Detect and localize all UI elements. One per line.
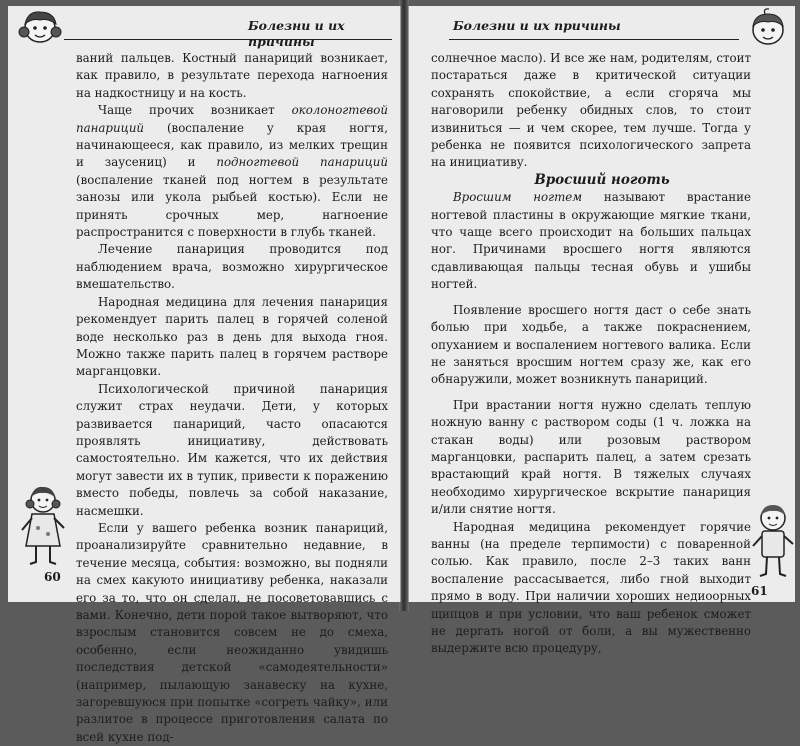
- body-paragraph: [431, 50, 751, 172]
- girl-mascot-footer-icon: [18, 484, 68, 570]
- left-page-body: [76, 50, 388, 746]
- body-paragraph: [76, 50, 388, 102]
- running-head: Болезни и их причины: [248, 18, 345, 49]
- paragraph-text: Народная медицина рекомендует горячие ванны (на пределе терпимости) с поваренной солью. Как правило, после 2–3 таких ванн воспаление рассасывается, либо гной выходит прямо в воду. При наличии хороших недиоорных щипцов и при условии, что ваш ребенок сможет не дергать ногой от боли, а вы мужественно выдержите всю процедуру,: [431, 519, 751, 656]
- running-head: Болезни и их причины: [453, 18, 621, 33]
- body-paragraph: [76, 520, 388, 746]
- paragraph-text: Появление вросшего ногтя даст о себе знать болью при ходьбе, а также покраснением, опуханием и воспалением ногтевого валика. Если не заняться вросшим ногтем сразу же, как его обнаружили, может возникнуть панариций.: [431, 302, 751, 387]
- body-paragraph: [76, 381, 388, 520]
- emphasized-term: околоногтевой панариций: [76, 103, 388, 135]
- body-paragraph: [76, 241, 388, 293]
- emphasized-term: Вросшим ногтем: [453, 190, 583, 205]
- header-rule: [449, 39, 739, 40]
- right-page-body: [431, 50, 751, 658]
- header-rule: [64, 39, 392, 40]
- paragraph-text: ваний пальцев. Костный панариций возникает, как правило, в результате перехода нагноения на надкостницу и на кость.: [76, 51, 388, 100]
- section-subheading: Вросший ноготь: [534, 171, 670, 188]
- paragraph-text: При врастании ногтя нужно сделать теплую ножную ванну с раствором соды (1 ч. ложка на стакан воды) или розовым раствором марганцовки, распарить палец, а затем срезать врастающий край ногтя. В тяжелых случаях необходимо хирургическое вскрытие панариция и/или снятие ногтя.: [431, 397, 751, 517]
- paragraph-text: Если у вашего ребенка возник панариций, проанализируйте сравнительно недавние, в течение месяца, события: возможно, вы подняли на смех какуюто инициативу ребенка, наказали его за то, что он сделал, не посоветовавшись с вами. Конечно, дети порой такое вытворяют, что взрослым становится совсем не до смеха, особенно, если неожиданно увидишь последствия детской «самодеятельности» (например, пылающую занавеску на кухне, загоревшуюся при попытке «согреть чайку», или разлитое в процессе приготовления салата по всей кухне под-: [76, 520, 388, 744]
- body-paragraph: [76, 102, 388, 241]
- girl-mascot-header-icon: [18, 8, 66, 50]
- page-number: 60: [44, 570, 61, 584]
- body-paragraph: [431, 302, 751, 389]
- boy-mascot-footer-icon: [751, 502, 795, 582]
- body-paragraph: [76, 294, 388, 381]
- paragraph-text: солнечное масло). И все же нам, родителям, стоит постараться даже в критической ситуации сохранять спокойствие, а если сгоряча мы наговорили ребенку обидных слов, то стоит извиниться — и чем скорее, тем лучше. Тогда у ребенка не появится психологического запрета на инициативу.: [431, 51, 751, 170]
- body-paragraph: [431, 397, 751, 519]
- right-page: [408, 6, 795, 656]
- paragraph-text: называют врастание ногтевой пластины в окружающие мягкие ткани, что чаще всего происходит на больших пальцах ног. Причинами вросшего ногтя являются сдавливающая пальцы тесная обувь и ушибы ногтей.: [431, 190, 751, 292]
- paragraph-text: Лечение панариция проводится под наблюдением врача, возможно хирургическое вмешательство.: [76, 242, 388, 292]
- paragraph-text: Чаще прочих возникает: [98, 103, 292, 118]
- paragraph-text: (воспаление тканей под ногтем в результате занозы или укола рыбьей костью). Если не принять срочных мер, нагноение распространится с поверхности в глубь тканей.: [76, 172, 388, 240]
- left-page: [8, 6, 401, 744]
- page-number: 61: [751, 584, 768, 598]
- body-paragraph: [431, 189, 751, 293]
- paragraph-text: (воспаление у края ногтя, начинающееся, как правило, из мелких трещин и заусениц) и: [76, 120, 388, 170]
- paragraph-text: Психологической причиной панариция служит страх неудачи. Дети, у которых развивается панариций, часто опасаются проявлять инициативу, действовать самостоятельно. Им кажется, что их действия могут завести их в тупик, привести к поражению вместо победы, повлечь за собой наказание, насмешки.: [76, 381, 388, 518]
- paragraph-text: Народная медицина для лечения панариция рекомендует парить палец в горячей соленой воде несколько раз в день для выхода гноя. Можно также парить палец в горячем растворе марганцовки.: [76, 294, 388, 379]
- emphasized-term: подногтевой панариций: [216, 155, 388, 170]
- body-paragraph: [431, 519, 751, 658]
- boy-mascot-header-icon: [743, 8, 791, 50]
